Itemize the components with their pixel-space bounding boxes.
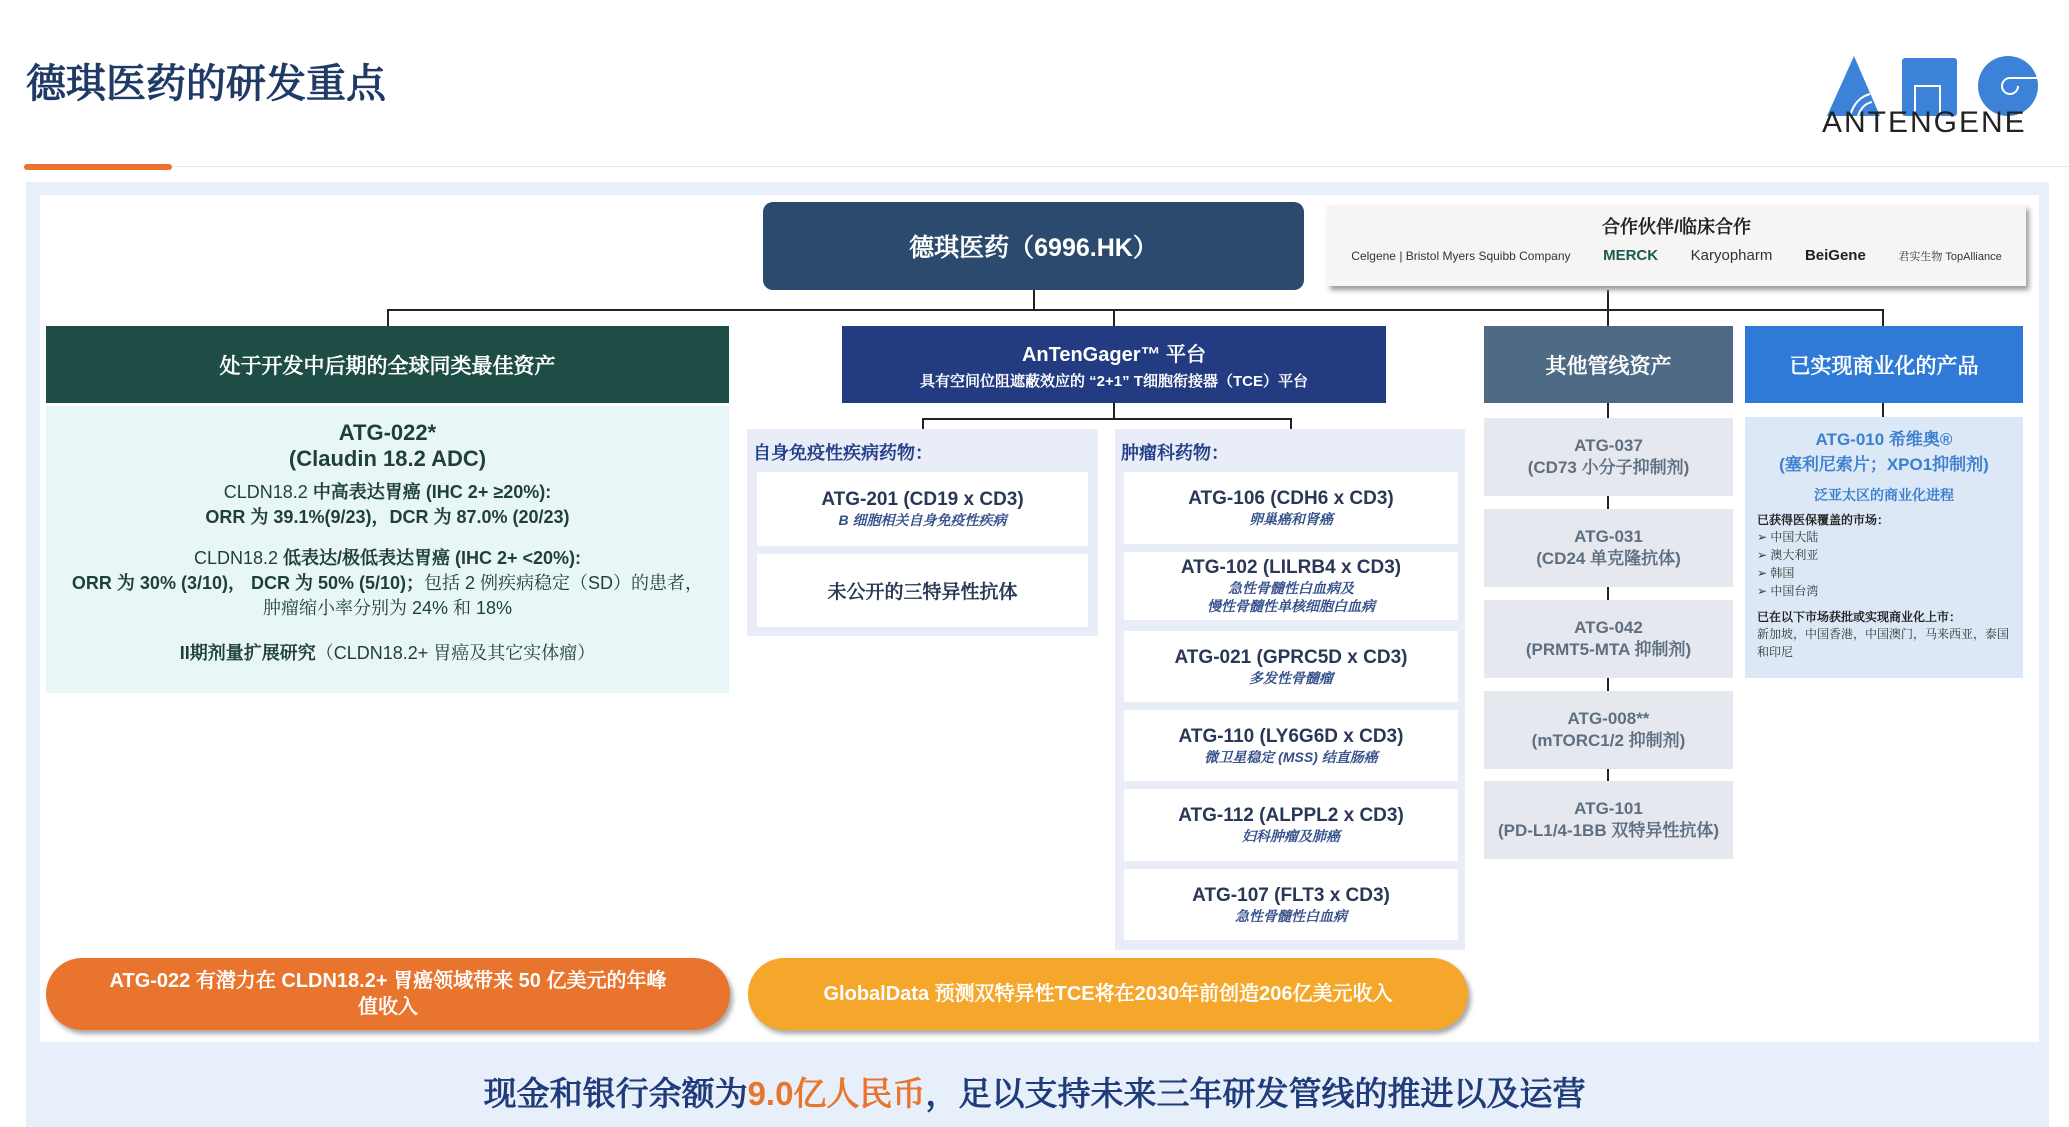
pipeline-item: ATG-042 (PRMT5-MTA 抑制剂) [1484,600,1733,678]
autoimmune-panel: 自身免疫性疾病药物： ATG-201 (CD19 x CD3) B 细胞相关自身免疫性疾病 未公开的三特异性抗体 [747,429,1098,636]
other-pipeline-header: 其他管线资产 [1484,326,1733,403]
pipeline-item: ATG-037 (CD73 小分子抑制剂) [1484,418,1733,496]
partner-logo-merck: MERCK [1603,247,1659,264]
atg-022-card: ATG-022* (Claudin 18.2 ADC) CLDN18.2 中高表达胃癌 (IHC 2+ ≥20%): ORR 为 39.1%(9/23)，DCR 为 87.0% (20/23) CLDN18.2 低表达/极低表达胃癌 (IHC 2+ <20%): ORR 为 30% (3/10)， DCR 为 50% (5/10)；包括 2 例疾病稳定（SD）的患者，肿瘤缩小率分别为 24% 和 18% II期剂量扩展研究（CLDN18.2+ 胃癌及其它实体瘤） [46,406,729,693]
global-assets-header: 处于开发中后期的全球同类最佳资产 [46,326,729,403]
tce-revenue-callout: GlobalData 预测双特异性TCE将在2030年前创造206亿美元收入 [748,958,1468,1030]
list-item: ATG-110 (LY6G6D x CD3) 微卫星稳定 (MSS) 结直肠癌 [1124,710,1458,781]
company-header-box: 德琪医药（6996.HK） [763,202,1304,290]
partner-logo-bms: Celgene | Bristol Myers Squibb Company [1351,248,1571,263]
partner-logo-karyopharm: Karyopharm [1690,247,1773,264]
list-item: ATG-112 (ALPPL2 x CD3) 妇科肿瘤及肺癌 [1124,789,1458,861]
pipeline-item: ATG-031 (CD24 单克隆抗体) [1484,509,1733,587]
page-title: 德琪医药的研发重点 [26,62,386,106]
pipeline-item: ATG-008** (mTORC1/2 抑制剂) [1484,691,1733,769]
list-item: ATG-201 (CD19 x CD3) B 细胞相关自身免疫性疾病 [757,472,1088,546]
pipeline-item: ATG-101 (PD-L1/4-1BB 双特异性抗体) [1484,781,1733,859]
commercial-product-card: ATG-010 希维奥® (塞利尼索片；XPO1抑制剂) 泛亚太区的商业化进程 已获得医保覆盖的市场： ➢ 中国大陆 ➢ 澳大利亚 ➢ 韩国 ➢ 中国台湾 已在以下市场获批或实现商业化上市： 新加坡，中国香港，中国澳门，马来西亚，泰国和印尼 [1745,417,2023,678]
header-divider [24,166,2069,167]
partner-logo-topalliance: 君实生物 TopAlliance [1898,250,2002,263]
list-item: ATG-107 (FLT3 x CD3) 急性骨髓性白血病 [1124,869,1458,940]
oncology-panel: 肿瘤科药物： ATG-106 (CDH6 x CD3) 卵巢癌和肾癌 ATG-102 (LILRB4 x CD3) 急性骨髓性白血病及 慢性骨髓性单核细胞白血病 ATG-021 (GPRC5D x CD3) 多发性骨髓瘤 ATG-110 (LY6G6D x CD3) 微卫星稳定 (MSS) 结直肠癌 ATG-112 (ALPPL2 x CD3) 妇科肿瘤及肺癌 ATG-107 (FLT3 x CD3) 急性骨髓性白血病 [1115,429,1465,950]
partners-heading: 合作伙伴/临床合作 [1601,217,1751,237]
partner-logo-beigene: BeiGene [1804,247,1866,264]
partners-box [1327,205,2026,286]
commercial-header: 已实现商业化的产品 [1745,326,2023,403]
atg-022-revenue-callout: ATG-022 有潜力在 CLDN18.2+ 胃癌领域带来 50 亿美元的年峰值收入 [46,958,730,1030]
cash-balance-statement: 现金和银行余额为9.0亿人民币，足以支持未来三年研发管线的推进以及运营 [483,1075,1586,1112]
list-item: 未公开的三特异性抗体 [757,554,1088,627]
list-item: ATG-102 (LILRB4 x CD3) 急性骨髓性白血病及 慢性骨髓性单核细胞白血病 [1124,552,1458,620]
platform-header: AnTenGager™ 平台 具有空间位阻遮蔽效应的 “2+1” T细胞衔接器（TCE）平台 [842,326,1386,403]
list-item: ATG-021 (GPRC5D x CD3) 多发性骨髓瘤 [1124,631,1458,702]
title-accent-bar [24,164,172,170]
logo-wordmark: ANTENGENE [1822,106,2027,139]
list-item: ATG-106 (CDH6 x CD3) 卵巢癌和肾癌 [1124,472,1458,544]
